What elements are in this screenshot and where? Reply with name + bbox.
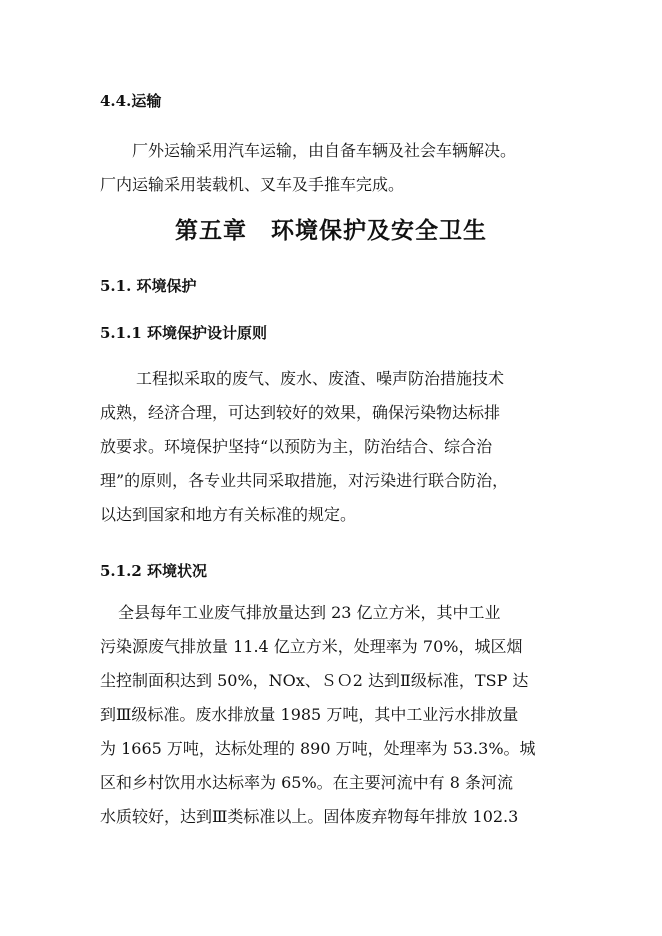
paragraph-line: 工程拟采取的废气、废水、废渣、噪声防治措施技术	[136, 369, 505, 388]
paragraph-line: 到Ⅲ级标准。废水排放量 1985 万吨，其中工业污水排放量	[100, 705, 519, 724]
paragraph-status	[100, 596, 562, 834]
paragraph-line: 尘控制面积达到 50%，NOx、ＳＯ2 达到Ⅱ级标准，TSP 达	[100, 671, 529, 690]
paragraph-line: 厂外运输采用汽车运输，由自备车辆及社会车辆解决。	[132, 141, 517, 160]
paragraph-principle	[100, 362, 562, 532]
chapter-title: 第五章 环境保护及安全卫生	[175, 217, 487, 244]
paragraph-line: 污染源废气排放量 11.4 亿立方米，处理率为 70%，城区烟	[100, 637, 523, 656]
paragraph-line: 全县每年工业废气排放量达到 23 亿立方米，其中工业	[118, 603, 501, 622]
paragraph-line: 成熟，经济合理，可达到较好的效果，确保污染物达标排	[100, 403, 501, 422]
section-heading-5-1-2: 5.1.2 环境状况	[100, 562, 207, 580]
paragraph-line: 区和乡村饮用水达标率为 65%。在主要河流中有 8 条河流	[100, 773, 514, 792]
paragraph-line: 以达到国家和地方有关标准的规定。	[100, 505, 357, 524]
paragraph-line: 理”的原则，各专业共同采取措施，对污染进行联合防治，	[100, 471, 509, 490]
paragraph-line: 放要求。环境保护坚持“以预防为主，防治结合、综合治	[100, 437, 493, 456]
paragraph-line: 厂内运输采用装载机、叉车及手推车完成。	[100, 175, 405, 194]
paragraph-line: 水质较好，达到Ⅲ类标准以上。固体废弃物每年排放 102.3	[100, 807, 519, 826]
section-heading-5-1-1: 5.1.1 环境保护设计原则	[100, 324, 267, 342]
paragraph-transport	[100, 134, 562, 202]
paragraph-line: 为 1665 万吨，达标处理的 890 万吨，处理率为 53.3%。城	[100, 739, 536, 758]
section-heading-5-1: 5.1. 环境保护	[100, 277, 197, 295]
section-heading-4-4: 4.4.运输	[100, 92, 162, 110]
